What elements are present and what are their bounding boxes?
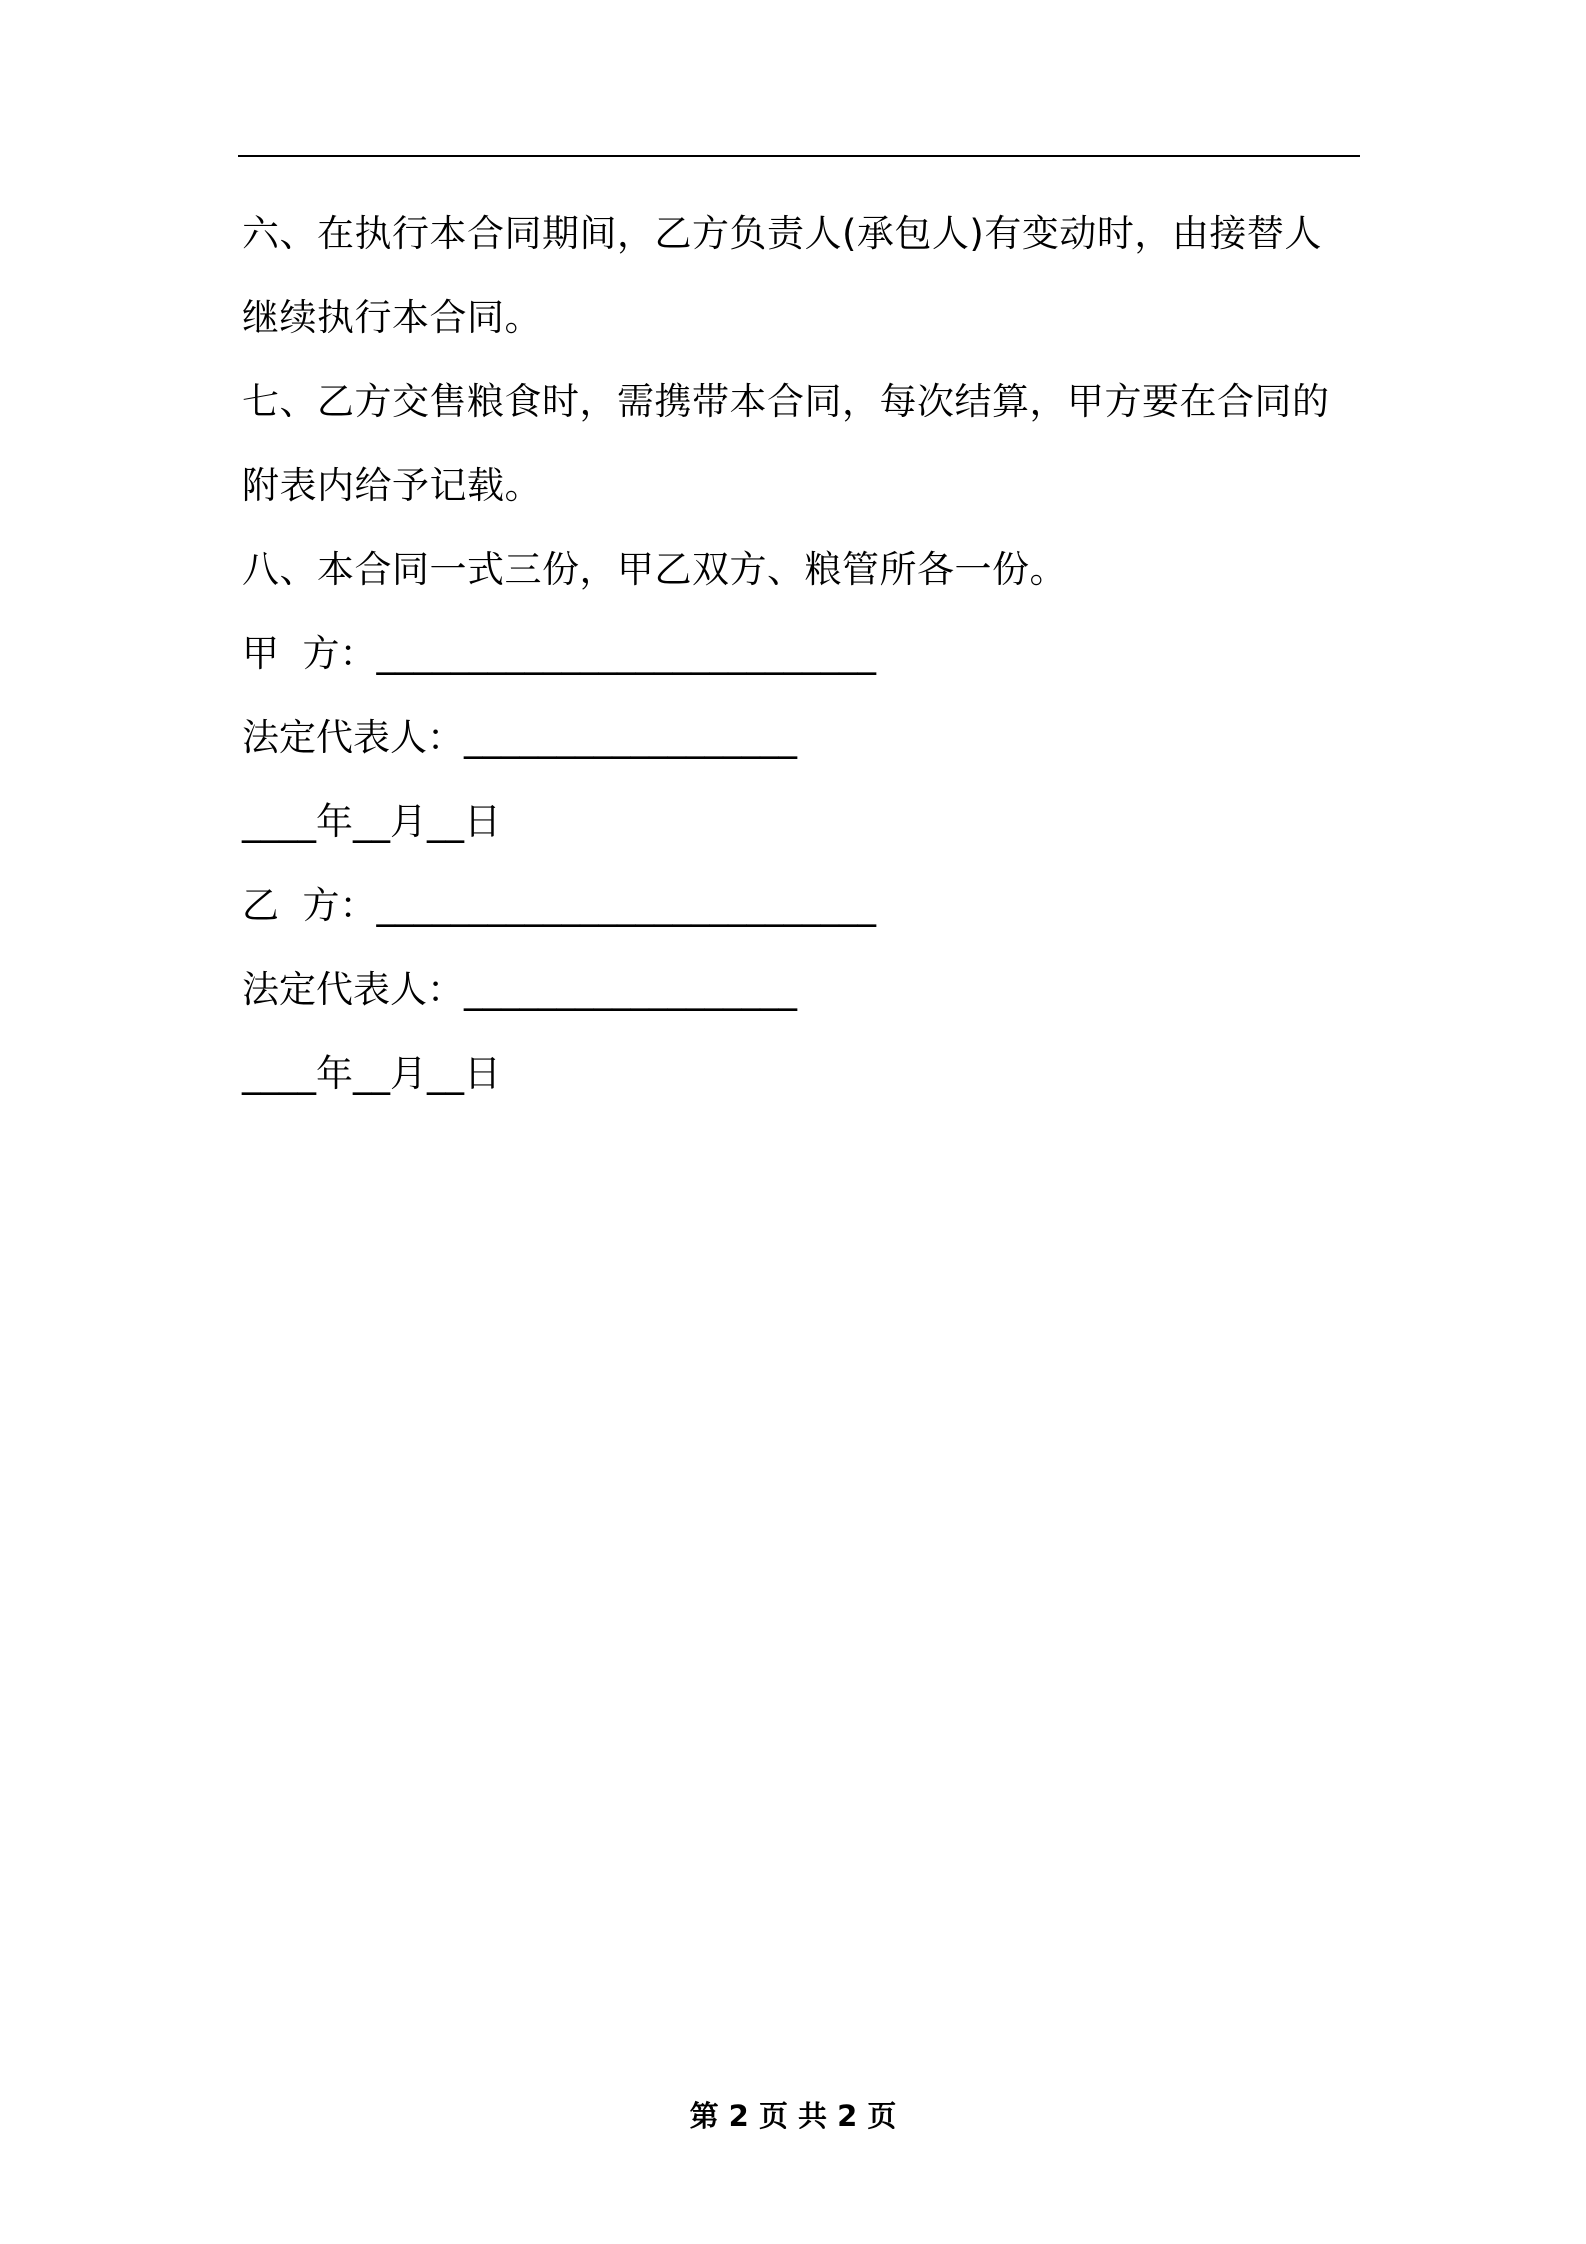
document-body	[242, 192, 1358, 1116]
clause-7: 七、乙方交售粮食时，需携带本合同，每次结算，甲方要在合同的附表内给予记载。	[242, 380, 1330, 507]
clause-8: 八、本合同一式三份，甲乙双方、粮管所各一份。	[242, 548, 1067, 591]
party-b-date-line: ____年__月__日	[242, 1052, 501, 1095]
header-rule	[238, 155, 1360, 157]
page-number: 第 2 页 共 2 页	[689, 2099, 897, 2133]
party-a-representative-line: 法定代表人：__________________	[242, 716, 797, 759]
party-a-line: 甲 方：___________________________	[242, 632, 877, 675]
party-b-line: 乙 方：___________________________	[242, 884, 877, 927]
clause-6: 六、在执行本合同期间，乙方负责人(承包人)有变动时，由接替人继续执行本合同。	[242, 212, 1322, 339]
party-b-representative-line: 法定代表人：__________________	[242, 968, 797, 1011]
party-a-date-line: ____年__月__日	[242, 800, 501, 843]
